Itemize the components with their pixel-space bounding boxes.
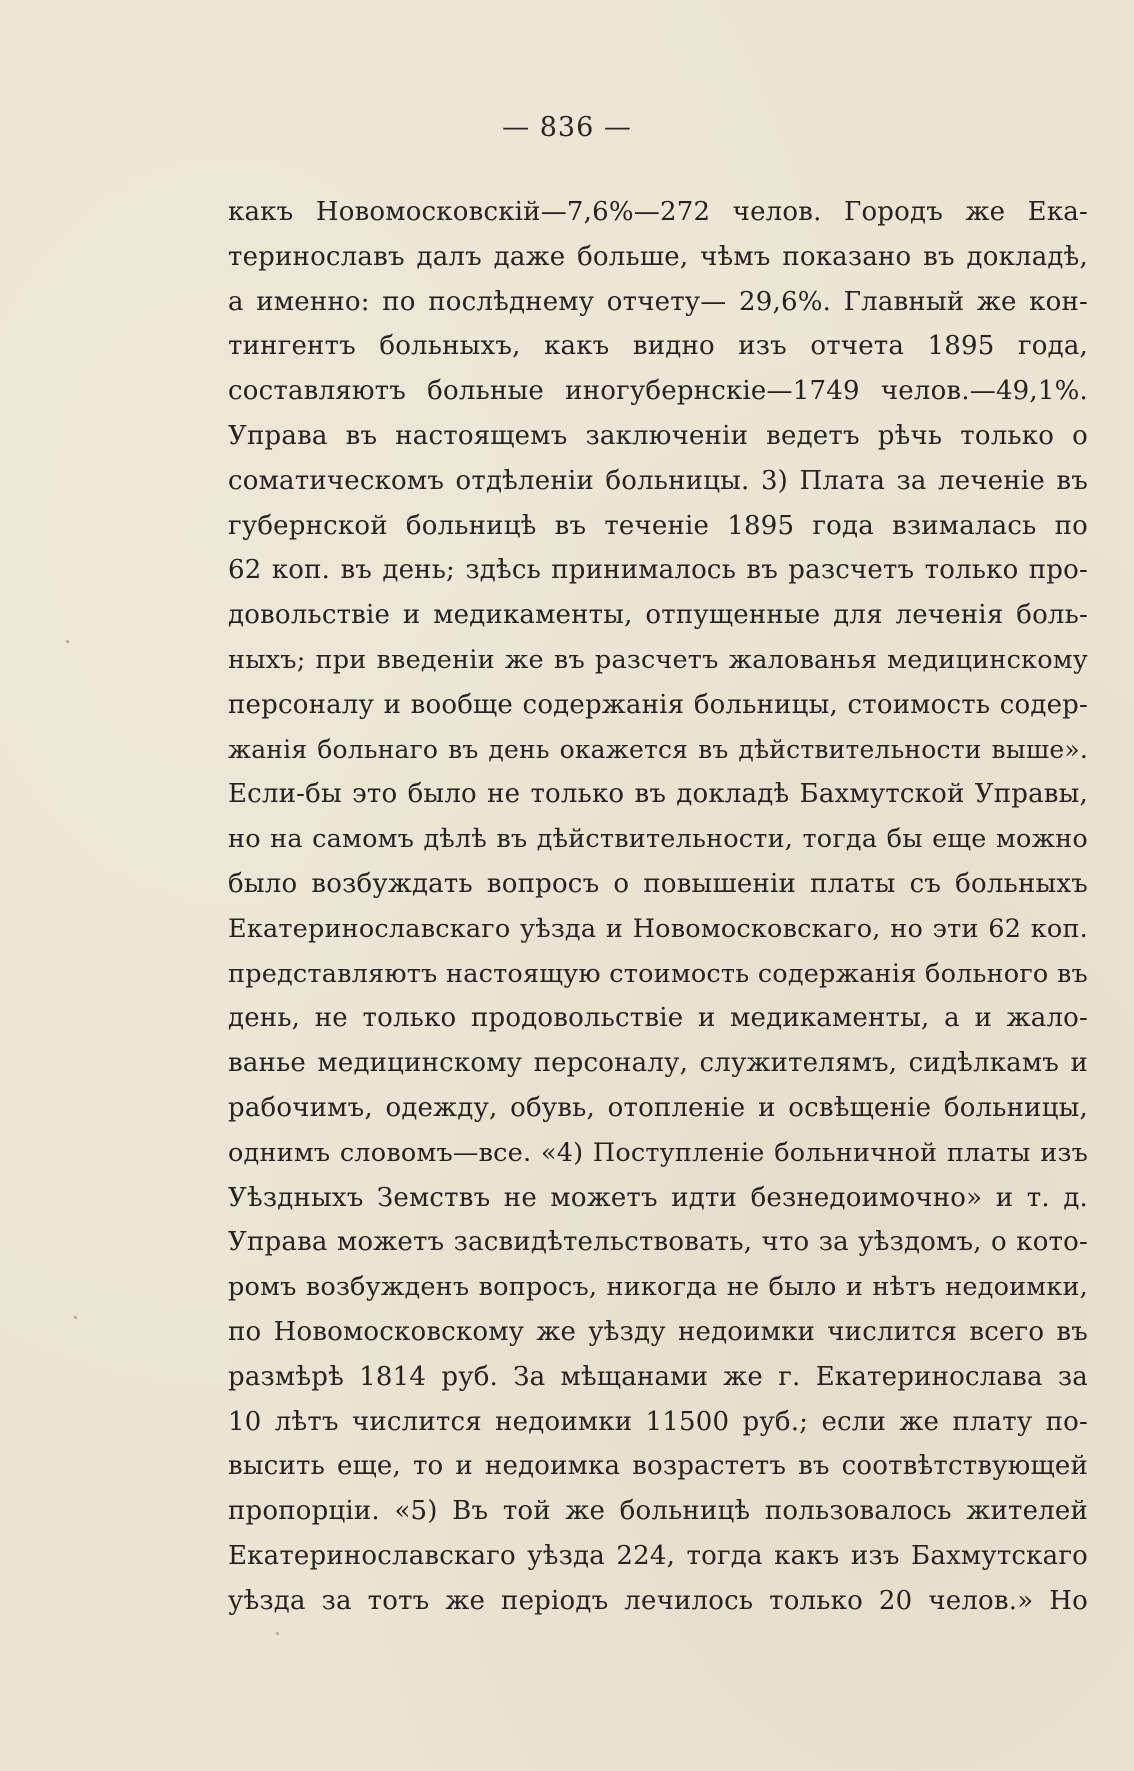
text-line: тингентъ больныхъ, какъ видно изъ отчета 1895 года, bbox=[228, 331, 1088, 362]
text-line: 62 коп. въ день; здѣсь принималось въ разсчетъ только про- bbox=[228, 555, 1088, 586]
text-line: день, не только продовольствіе и медикаменты, а и жало- bbox=[228, 1003, 1088, 1034]
text-line: жанія больнаго въ день окажется въ дѣйствительности выше». bbox=[228, 734, 1088, 764]
paper-speck bbox=[66, 640, 69, 643]
text-line: персоналу и вообще содержанія больницы, стоимость содер- bbox=[228, 689, 1088, 720]
text-line: по Новомосковскому же уѣзду недоимки числится всего въ bbox=[228, 1316, 1088, 1347]
text-line: пропорціи. «5) Въ той же больницѣ пользовалось жителей bbox=[228, 1496, 1088, 1527]
text-line: уѣзда за тотъ же періодъ лечилось только 20 челов.» Но bbox=[228, 1585, 1088, 1616]
text-line: Если-бы это было не только въ докладѣ Бахмутской Управы, bbox=[228, 779, 1088, 810]
text-line: Екатеринославскаго уѣзда и Новомосковскаго, но эти 62 коп. bbox=[228, 913, 1088, 944]
text-line: рабочимъ, одежду, обувь, отопленіе и освѣщеніе больницы, bbox=[228, 1092, 1088, 1123]
body-text bbox=[228, 190, 1088, 1624]
paper-speck bbox=[74, 1316, 77, 1319]
text-line: ныхъ; при введеніи же въ разсчетъ жалованья медицинскому bbox=[228, 644, 1088, 675]
text-line: но на самомъ дѣлѣ въ дѣйствительности, тогда бы еще можно bbox=[228, 824, 1088, 855]
text-line: ванье медицинскому персоналу, служителямъ, сидѣлкамъ и bbox=[228, 1048, 1088, 1079]
text-line: составляютъ больные иногубернскіе—1749 челов.—49,1%. bbox=[228, 376, 1088, 407]
page-number: — 836 — bbox=[502, 112, 632, 143]
text-line: однимъ словомъ—все. «4) Поступленіе больничной платы изъ bbox=[228, 1137, 1088, 1168]
text-line: какъ Новомосковскій—7,6%—272 челов. Городъ же Ека- bbox=[228, 197, 1088, 227]
text-line: губернской больницѣ въ теченіе 1895 года взималась по bbox=[228, 510, 1088, 541]
text-line: Управа въ настоящемъ заключеніи ведетъ рѣчь только о bbox=[228, 420, 1088, 451]
text-line: ромъ возбужденъ вопросъ, никогда не было и нѣтъ недоимки, bbox=[228, 1272, 1088, 1303]
text-line: было возбуждать вопросъ о повышеніи платы съ больныхъ bbox=[228, 868, 1088, 899]
text-line: высить еще, то и недоимка возрастетъ въ соотвѣтствующей bbox=[228, 1451, 1088, 1482]
text-line: теринославъ далъ даже больше, чѣмъ показано въ докладѣ, bbox=[228, 241, 1088, 272]
text-line: 10 лѣтъ числится недоимки 11500 руб.; если же плату по- bbox=[228, 1406, 1088, 1437]
text-line: Уѣздныхъ Земствъ не можетъ идти безнедоимочно» и т. д. bbox=[228, 1182, 1088, 1213]
text-line: соматическомъ отдѣленіи больницы. 3) Плата за леченіе въ bbox=[228, 465, 1088, 496]
text-line: Екатеринославскаго уѣзда 224, тогда какъ изъ Бахмутскаго bbox=[228, 1540, 1088, 1571]
text-line: довольствіе и медикаменты, отпущенные для леченія боль- bbox=[228, 600, 1088, 631]
paper-speck bbox=[276, 1632, 279, 1635]
text-line: Управа можетъ засвидѣтельствовать, что за уѣздомъ, о кото- bbox=[228, 1227, 1088, 1258]
text-line: представляютъ настоящую стоимость содержанія больного въ bbox=[228, 958, 1088, 989]
text-line: а именно: по послѣднему отчету— 29,6%. Главный же кон- bbox=[228, 286, 1088, 317]
text-line: размѣрѣ 1814 руб. За мѣщанами же г. Екатеринослава за bbox=[228, 1361, 1088, 1392]
